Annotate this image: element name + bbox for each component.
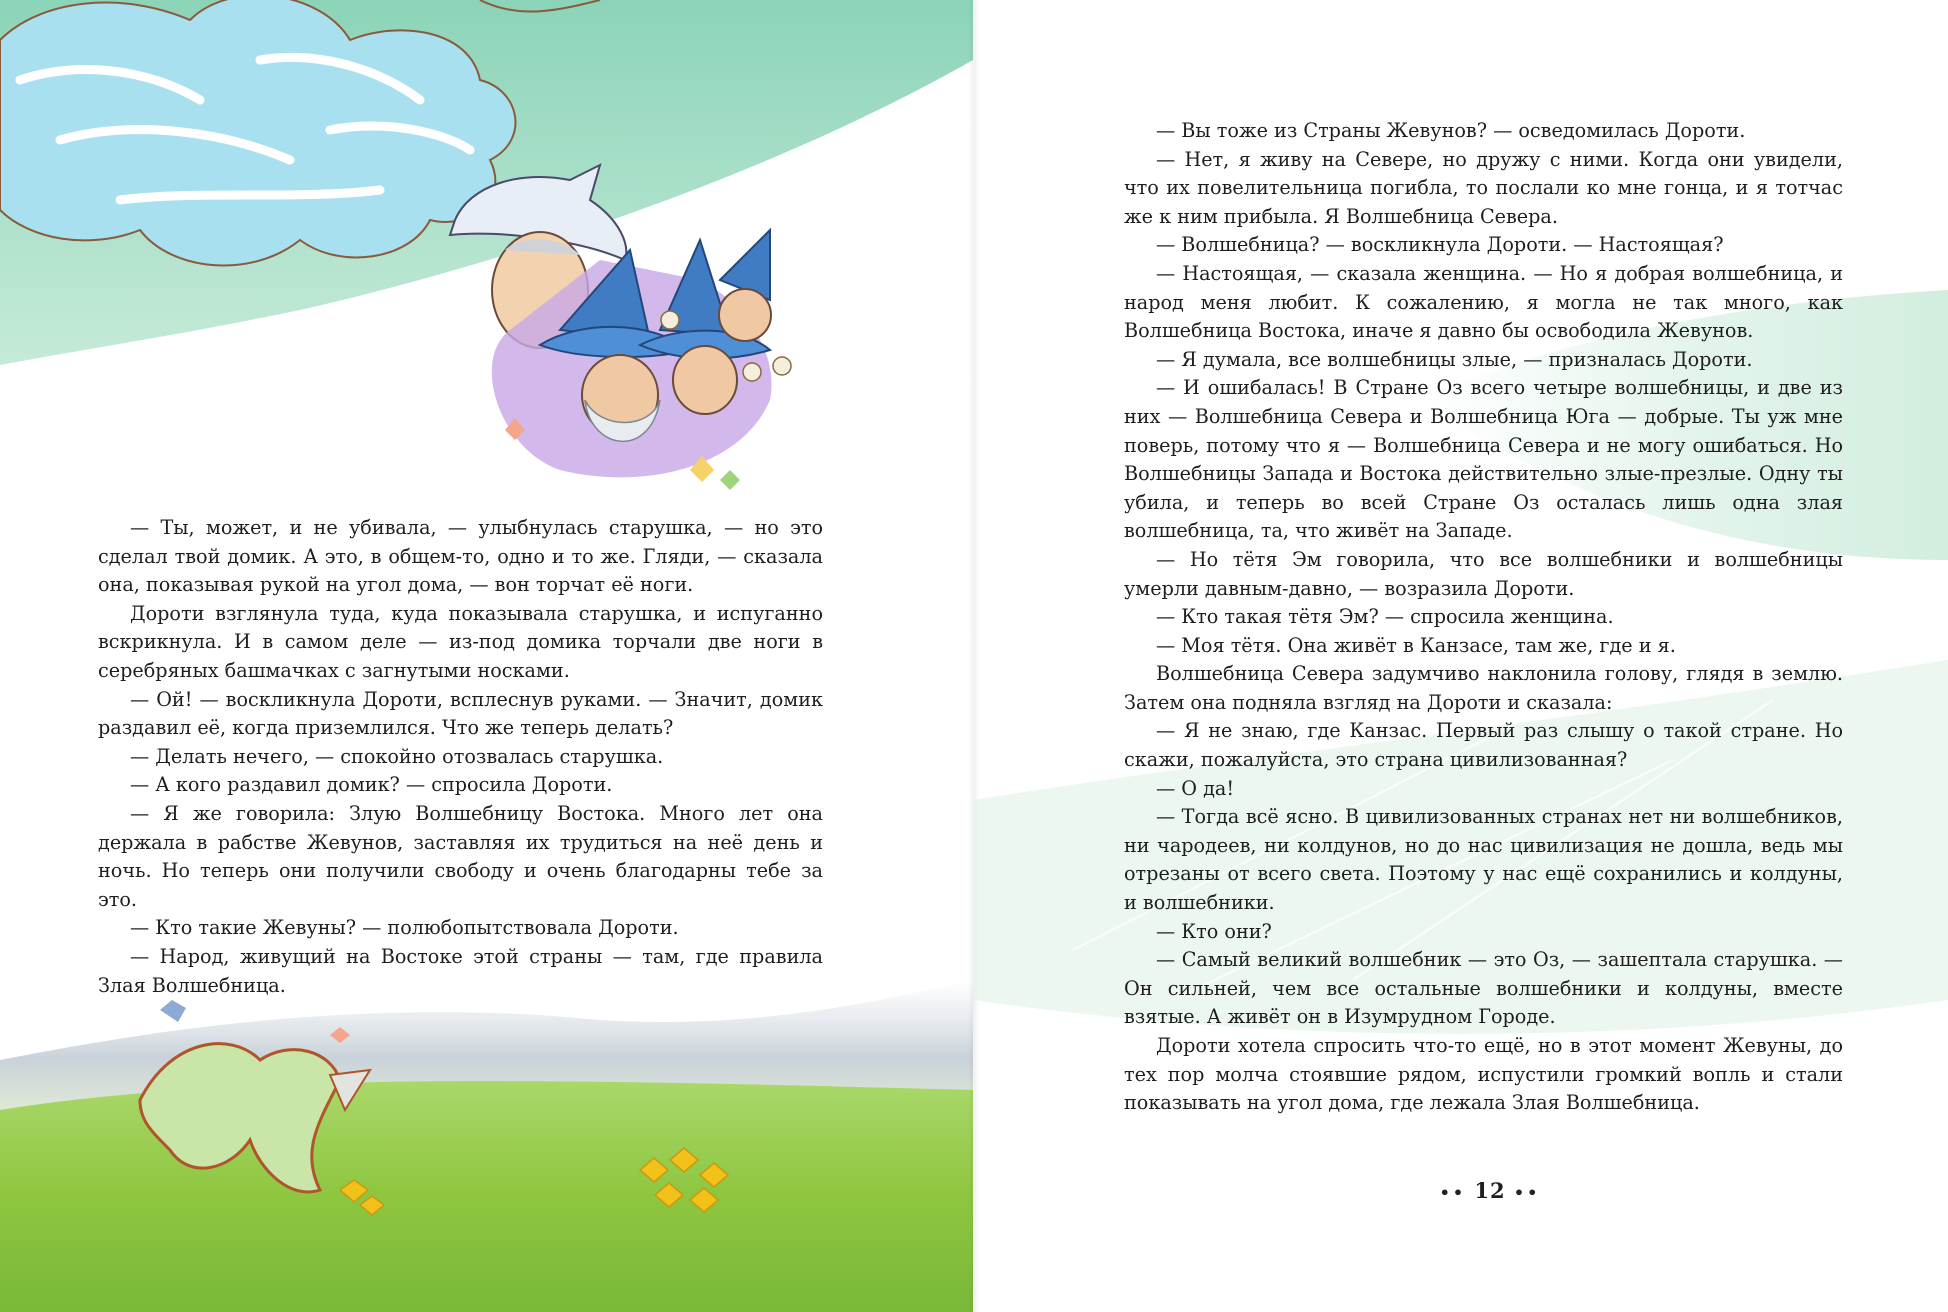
left-page-text	[98, 514, 823, 1000]
paragraph: — Нет, я живу на Севере, но дружу с ними. Когда они увидели, что их повелительница погибла, то послали ко мне гонца, и я тотчас же к ним прибыла. Я Волшебница Севера.	[1124, 147, 1843, 228]
paragraph: — Кто такие Жевуны? — полюбопытствовала Дороти.	[130, 916, 679, 940]
paragraph: — Кто они?	[1156, 919, 1272, 943]
paragraph: — Вы тоже из Страны Жевунов? — осведомилась Дороти.	[1156, 119, 1746, 142]
page-number-dots-left: ••	[1439, 1183, 1467, 1202]
page-number-value: 12	[1474, 1178, 1506, 1203]
paragraph: — О да!	[1156, 776, 1235, 800]
paragraph: — И ошибалась! В Стране Оз всего четыре волшебницы, и две из них — Волшебница Севера и Волшебница Юга — добрые. Ты уж мне поверь, потому что я — Волшебница Севера и не могу ошибаться. Но Волшебницы Запада и Востока действительно злые-презлые. Одну ты убила, и теперь во всей Стране Оз осталась лишь одна злая волшебница, та, что живёт на Западе.	[1124, 376, 1843, 543]
paragraph: — Моя тётя. Она живёт в Канзасе, там же, где и я.	[1156, 633, 1676, 657]
paragraph: Дороти хотела спросить что-то ещё, но в этот момент Жевуны, до тех пор молча стоявшие рядом, испустили громкий вопль и стали показывать на угол дома, где лежала Злая Волшебница.	[1124, 1034, 1843, 1115]
paragraph: — Ой! — воскликнула Дороти, всплеснув руками. — Значит, домик раздавил её, когда приземлился. Что же теперь делать?	[98, 687, 823, 740]
paragraph: — Я же говорила: Злую Волшебницу Востока. Много лет она держала в рабстве Жевунов, заставляя их трудиться на неё день и ночь. Но теперь они получили свободу и очень благодарны тебе за это.	[98, 801, 823, 911]
paragraph: — Волшебница? — воскликнула Дороти. — Настоящая?	[1156, 233, 1724, 257]
paragraph: — Настоящая, — сказала женщина. — Но я добрая волшебница, и народ меня любит. К сожалению, я могла не так много, как Волшебница Востока, иначе я давно бы освободила Жевунов.	[1124, 261, 1843, 343]
right-page-text	[1124, 117, 1843, 1118]
paragraph: — Я думала, все волшебницы злые, — призналась Дороти.	[1156, 347, 1753, 371]
paragraph: — Самый великий волшебник — это Оз, — зашептала старушка. — Он сильней, чем все остальные волшебники и колдуны, вместе взятые. А живёт он в Изумрудном Городе.	[1124, 948, 1843, 1029]
paragraph: — Но тётя Эм говорила, что все волшебники и волшебницы умерли давным-давно, — возразила Дороти.	[1124, 547, 1843, 600]
paragraph: — Ты, может, и не убивала, — улыбнулась старушка, — но это сделал твой домик. А это, в общем-то, одно и то же. Гляди, — сказала она, показывая рукой на угол дома, — вон торчат её ноги.	[98, 516, 823, 597]
paragraph: — Народ, живущий на Востоке этой страны — там, где правила Злая Волшебница.	[98, 944, 823, 997]
right-page	[973, 0, 1948, 1312]
left-page	[0, 0, 973, 1312]
paragraph: — Я не знаю, где Канзас. Первый раз слышу о такой стране. Но скажи, пожалуйста, это страна цивилизованная?	[1124, 719, 1843, 772]
paragraph: — Кто такая тётя Эм? — спросила женщина.	[1156, 605, 1614, 629]
paragraph: — Тогда всё ясно. В цивилизованных странах нет ни волшебников, ни чародеев, ни колдунов, но до нас цивилизация не дошла, ведь мы отрезаны от всего света. Поэтому у нас ещё сохранились и колдуны, и волшебники.	[1124, 805, 1843, 915]
paragraph: Волшебница Севера задумчиво наклонила голову, глядя в землю. Затем она подняла взгляд на Дороти и сказала:	[1124, 662, 1843, 714]
paragraph: Дороти взглянула туда, куда показывала старушка, и испуганно вскрикнула. И в самом деле — из-под домика торчали две ноги в серебряных башмачках с загнутыми носками.	[98, 601, 823, 682]
paragraph: — Делать нечего, — спокойно отозвалась старушка.	[130, 744, 664, 768]
page-number	[1420, 1178, 1560, 1203]
paragraph: — А кого раздавил домик? — спросила Дороти.	[130, 773, 613, 797]
page-number-dots-right: ••	[1513, 1183, 1541, 1202]
